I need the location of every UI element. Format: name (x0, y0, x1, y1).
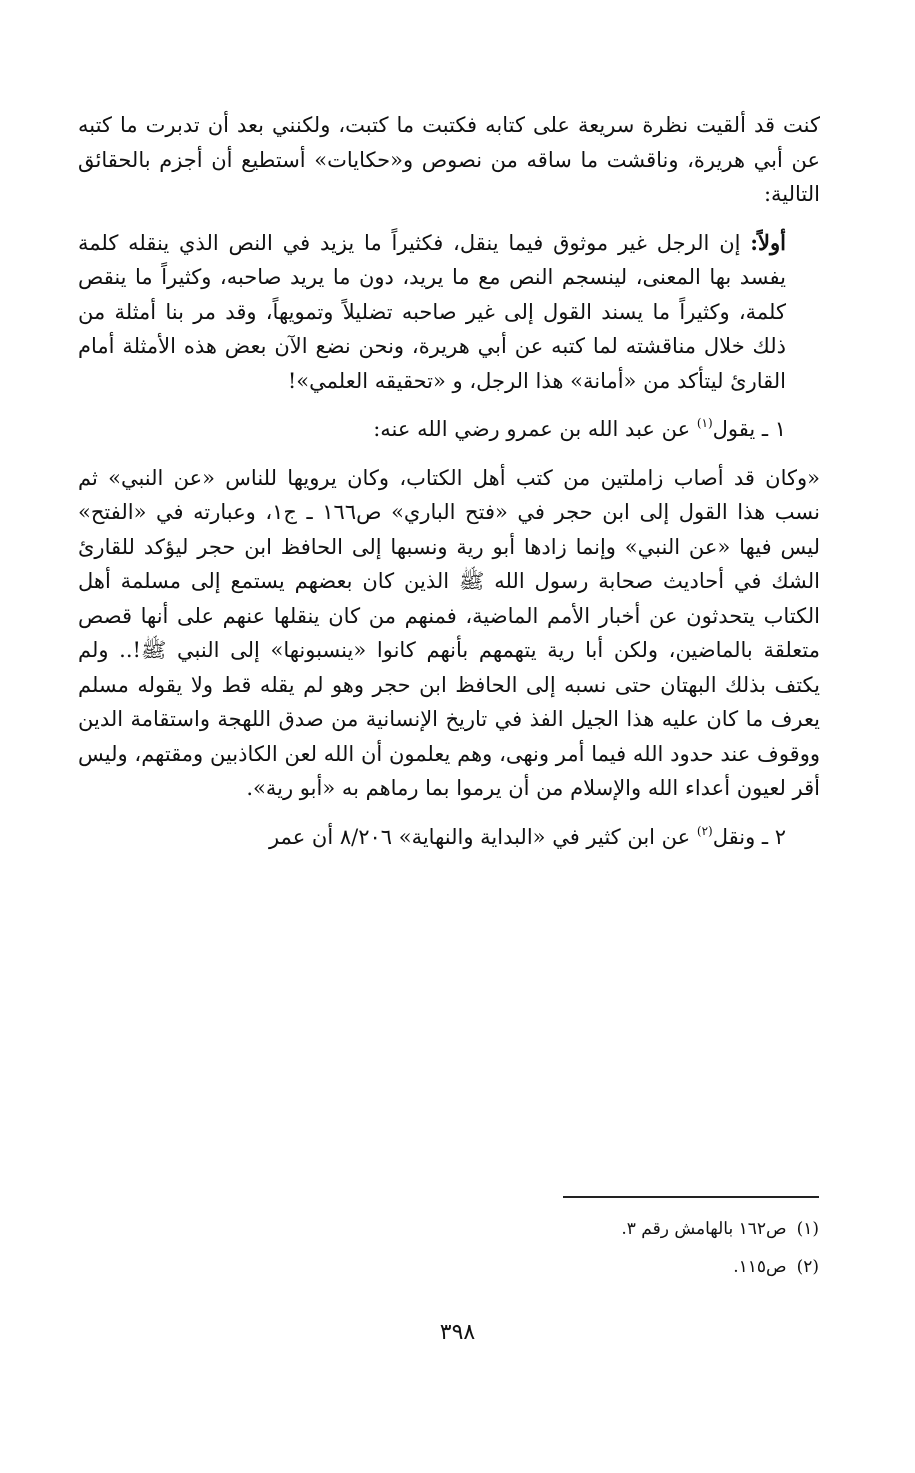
quoted-passage: «وكان قد أصاب زاملتين من كتب أهل الكتاب، وكان يرويها للناس «عن النبي» ثم نسب هذا القول إلى ابن حجر في «فتح الباري» ص١٦٦ ـ ج١، وعبارته في «الفتح» ليس فيها «عن النبي» وإنما زادها أبو رية ونسبها إلى الحافظ ابن حجر ليؤكد للقارئ الشك في أحاديث صحابة رسول الله ﷺ الذين كان بعضهم يستمع إلى مسلمة أهل الكتاب يتحدثون عن أخبار الأمم الماضية، فمنهم من كان ينقلها عنهم على أنها قصص متعلقة بالماضين، ولكن أبا رية يتهمهم بأنهم كانوا «ينسبونها» إلى النبي ﷺ!.. ولم يكتف بذلك البهتان حتى نسبه إلى الحافظ ابن حجر وهو لم يقله قط ولا يقوله مسلم يعرف ما كان عليه هذا الجيل الفذ في تاريخ الإنسانية من صدق اللهجة واستقامة الدين ووقوف عند حدود الله فيما أمر ونهى، وهم يعلمون أن الله لعن الكاذبين ومقتهم، وليس أقر لعيون أعداء الله والإسلام من أن يرموا بما رماهم به «أبو رية». (78, 465, 820, 800)
footnote-2 (319, 1248, 819, 1286)
footnote-2-number: (٢) (796, 1257, 819, 1277)
example-two-lead: ٢ ـ ونقل (712, 824, 786, 849)
example-two-heading (78, 820, 820, 855)
footnotes (319, 1210, 819, 1286)
first-point-text: إن الرجل غير موثوق فيما ينقل، فكثيراً ما يزيد في النص الذي ينقله كلمة يفسد بها المعنى، لينسجم النص مع ما يريد، دون ما يريد صاحبه، وكثيراً ما ينقص كلمة، وكثيراً ما يسند القول إلى غير صاحبه تضليلاً وتمويهاً، وقد مر بنا أمثلة من ذلك خلال مناقشته لما كتبه عن أبي هريرة، ونحن نضع الآن بعض هذه الأمثلة أمام القارئ ليتأكد من «أمانة» هذا الرجل، و «تحقيقه العلمي»! (78, 230, 786, 393)
footnote-divider (563, 1196, 819, 1198)
footnote-ref-1: (١) (696, 416, 713, 430)
example-two-rest: عن ابن كثير في «البداية والنهاية» ٨/٢٠٦ أن عمر (268, 824, 697, 849)
first-point-heading: أولاً: (750, 229, 786, 255)
footnote-ref-2: (٢) (696, 823, 713, 838)
footnote-2-text: ص١١٥. (733, 1257, 787, 1277)
footnote-1-number: (١) (796, 1219, 819, 1239)
intro-paragraph: كنت قد ألقيت نظرة سريعة على كتابه فكتبت ما كتبت، ولكنني بعد أن تدبرت ما كتبه عن أبي هريرة، وناقشت ما ساقه من نصوص و«حكايات» أستطيع أن أجزم بالحقائق التالية: (78, 113, 820, 206)
example-one-rest: عن عبد الله بن عمرو رضي الله عنه: (373, 417, 697, 441)
page-body (78, 108, 820, 854)
footnote-1-text: ص١٦٢ بالهامش رقم ٣. (621, 1219, 787, 1239)
page-number: ٣٩٨ (439, 1320, 476, 1345)
example-one-heading (78, 412, 820, 447)
footnote-1 (319, 1210, 819, 1248)
example-one-lead: ١ ـ يقول (712, 417, 786, 441)
first-point-paragraph (78, 226, 820, 399)
